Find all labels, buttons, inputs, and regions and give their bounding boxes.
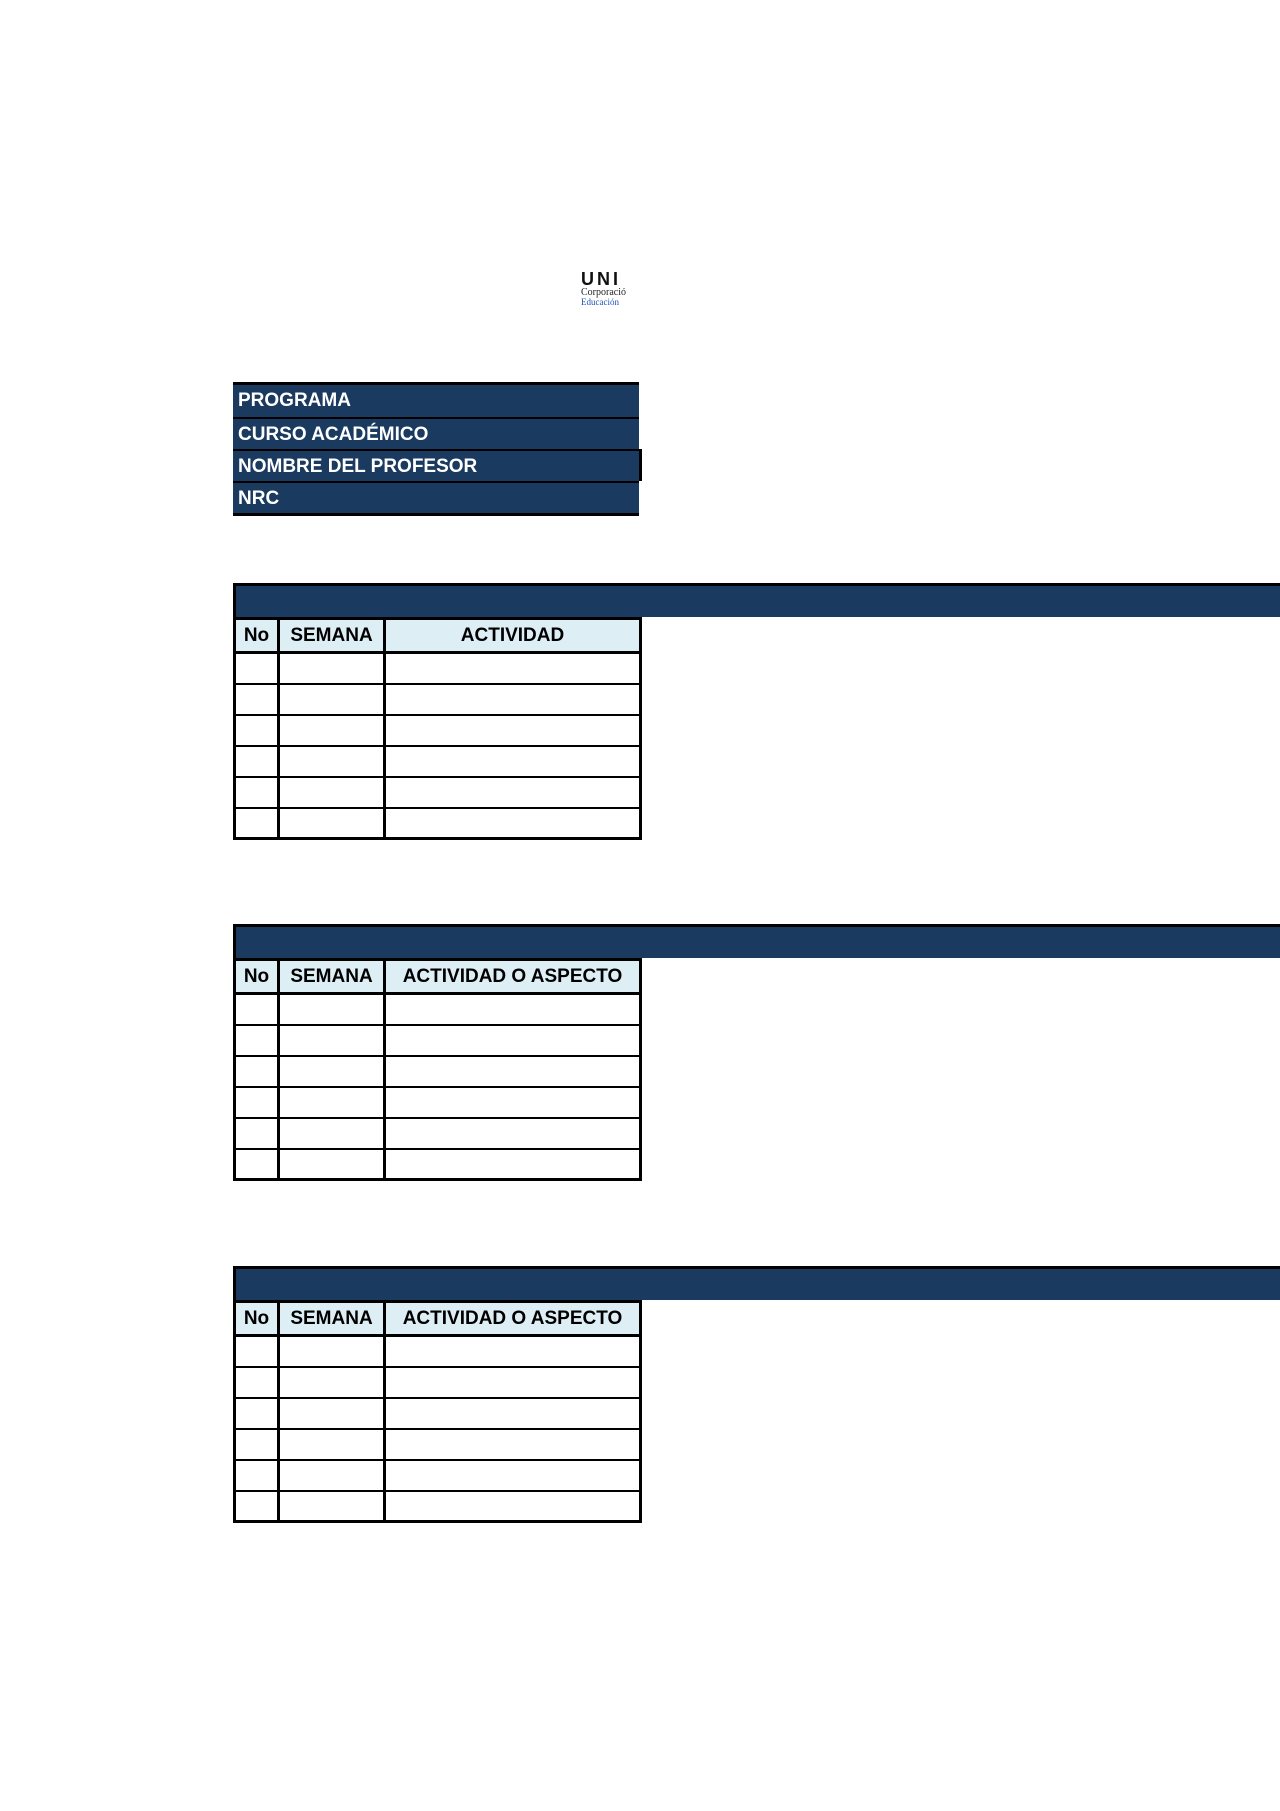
cell-actividad[interactable] — [385, 1460, 641, 1491]
section-1-table — [233, 617, 642, 840]
table-row — [235, 1491, 641, 1522]
cell-actividad[interactable] — [385, 994, 641, 1025]
table-row — [235, 1087, 641, 1118]
cell-no[interactable] — [235, 994, 279, 1025]
cell-no[interactable] — [235, 1367, 279, 1398]
table-row — [235, 994, 641, 1025]
header-no: No — [235, 1302, 279, 1336]
header-semana: SEMANA — [279, 619, 385, 653]
cell-actividad[interactable] — [385, 715, 641, 746]
cell-no[interactable] — [235, 684, 279, 715]
cell-actividad[interactable] — [385, 1336, 641, 1367]
section-3 — [233, 1266, 1280, 1523]
info-label-nrc: NRC — [233, 481, 639, 513]
cell-no[interactable] — [235, 1398, 279, 1429]
logo-mark: UNI — [581, 270, 621, 289]
table-row — [235, 1149, 641, 1180]
cell-actividad[interactable] — [385, 1118, 641, 1149]
cell-no[interactable] — [235, 1336, 279, 1367]
table-row — [235, 1398, 641, 1429]
cell-actividad[interactable] — [385, 777, 641, 808]
cell-semana[interactable] — [279, 1367, 385, 1398]
cell-actividad[interactable] — [385, 684, 641, 715]
section-1-title-bar — [233, 583, 1280, 617]
cell-semana[interactable] — [279, 1056, 385, 1087]
header-no: No — [235, 619, 279, 653]
header-semana: SEMANA — [279, 960, 385, 994]
header-actividad-aspecto: ACTIVIDAD O ASPECTO — [385, 960, 641, 994]
cell-actividad[interactable] — [385, 1367, 641, 1398]
cell-no[interactable] — [235, 715, 279, 746]
cell-no[interactable] — [235, 777, 279, 808]
cell-no[interactable] — [235, 1460, 279, 1491]
table-row — [235, 777, 641, 808]
cell-semana[interactable] — [279, 1460, 385, 1491]
header-no: No — [235, 960, 279, 994]
cell-actividad[interactable] — [385, 1025, 641, 1056]
cell-actividad[interactable] — [385, 1056, 641, 1087]
cell-semana[interactable] — [279, 1118, 385, 1149]
table-row — [235, 1460, 641, 1491]
course-info-block — [233, 382, 639, 516]
table-row — [235, 746, 641, 777]
cell-actividad[interactable] — [385, 653, 641, 684]
cell-no[interactable] — [235, 1025, 279, 1056]
table-row — [235, 684, 641, 715]
header-actividad: ACTIVIDAD — [385, 619, 641, 653]
cell-semana[interactable] — [279, 777, 385, 808]
table-row — [235, 1367, 641, 1398]
cell-no[interactable] — [235, 1149, 279, 1180]
cell-semana[interactable] — [279, 684, 385, 715]
info-label-profesor: NOMBRE DEL PROFESOR — [233, 449, 642, 481]
cell-actividad[interactable] — [385, 1429, 641, 1460]
table-header-row — [235, 1302, 641, 1336]
cell-no[interactable] — [235, 746, 279, 777]
cell-semana[interactable] — [279, 715, 385, 746]
info-label-programa: PROGRAMA — [233, 385, 639, 417]
cell-actividad[interactable] — [385, 1087, 641, 1118]
cell-no[interactable] — [235, 1056, 279, 1087]
cell-actividad[interactable] — [385, 808, 641, 839]
cell-semana[interactable] — [279, 1149, 385, 1180]
cell-semana[interactable] — [279, 994, 385, 1025]
cell-actividad[interactable] — [385, 746, 641, 777]
table-row — [235, 1429, 641, 1460]
table-row — [235, 1336, 641, 1367]
cell-semana[interactable] — [279, 1429, 385, 1460]
cell-semana[interactable] — [279, 746, 385, 777]
logo-line-2: Educación — [581, 297, 619, 307]
section-3-title-bar — [233, 1266, 1280, 1300]
table-header-row — [235, 619, 641, 653]
cell-actividad[interactable] — [385, 1149, 641, 1180]
cell-no[interactable] — [235, 1429, 279, 1460]
cell-no[interactable] — [235, 1087, 279, 1118]
section-3-table — [233, 1300, 642, 1523]
cell-actividad[interactable] — [385, 1398, 641, 1429]
table-row — [235, 1056, 641, 1087]
cell-semana[interactable] — [279, 1087, 385, 1118]
cell-no[interactable] — [235, 1118, 279, 1149]
logo-line-1: Corporació — [581, 287, 626, 298]
university-logo — [581, 270, 639, 310]
table-row — [235, 653, 641, 684]
cell-semana[interactable] — [279, 1336, 385, 1367]
cell-semana[interactable] — [279, 1025, 385, 1056]
cell-actividad[interactable] — [385, 1491, 641, 1522]
cell-no[interactable] — [235, 1491, 279, 1522]
cell-semana[interactable] — [279, 1491, 385, 1522]
table-row — [235, 808, 641, 839]
cell-semana[interactable] — [279, 1398, 385, 1429]
table-row — [235, 1025, 641, 1056]
section-1 — [233, 583, 1280, 840]
cell-semana[interactable] — [279, 808, 385, 839]
table-row — [235, 1118, 641, 1149]
section-2-title-bar — [233, 924, 1280, 958]
info-label-curso: CURSO ACADÉMICO — [233, 417, 639, 449]
cell-no[interactable] — [235, 653, 279, 684]
cell-semana[interactable] — [279, 653, 385, 684]
table-header-row — [235, 960, 641, 994]
header-semana: SEMANA — [279, 1302, 385, 1336]
cell-no[interactable] — [235, 808, 279, 839]
section-2-table — [233, 958, 642, 1181]
table-row — [235, 715, 641, 746]
section-2 — [233, 924, 1280, 1181]
header-actividad-aspecto: ACTIVIDAD O ASPECTO — [385, 1302, 641, 1336]
